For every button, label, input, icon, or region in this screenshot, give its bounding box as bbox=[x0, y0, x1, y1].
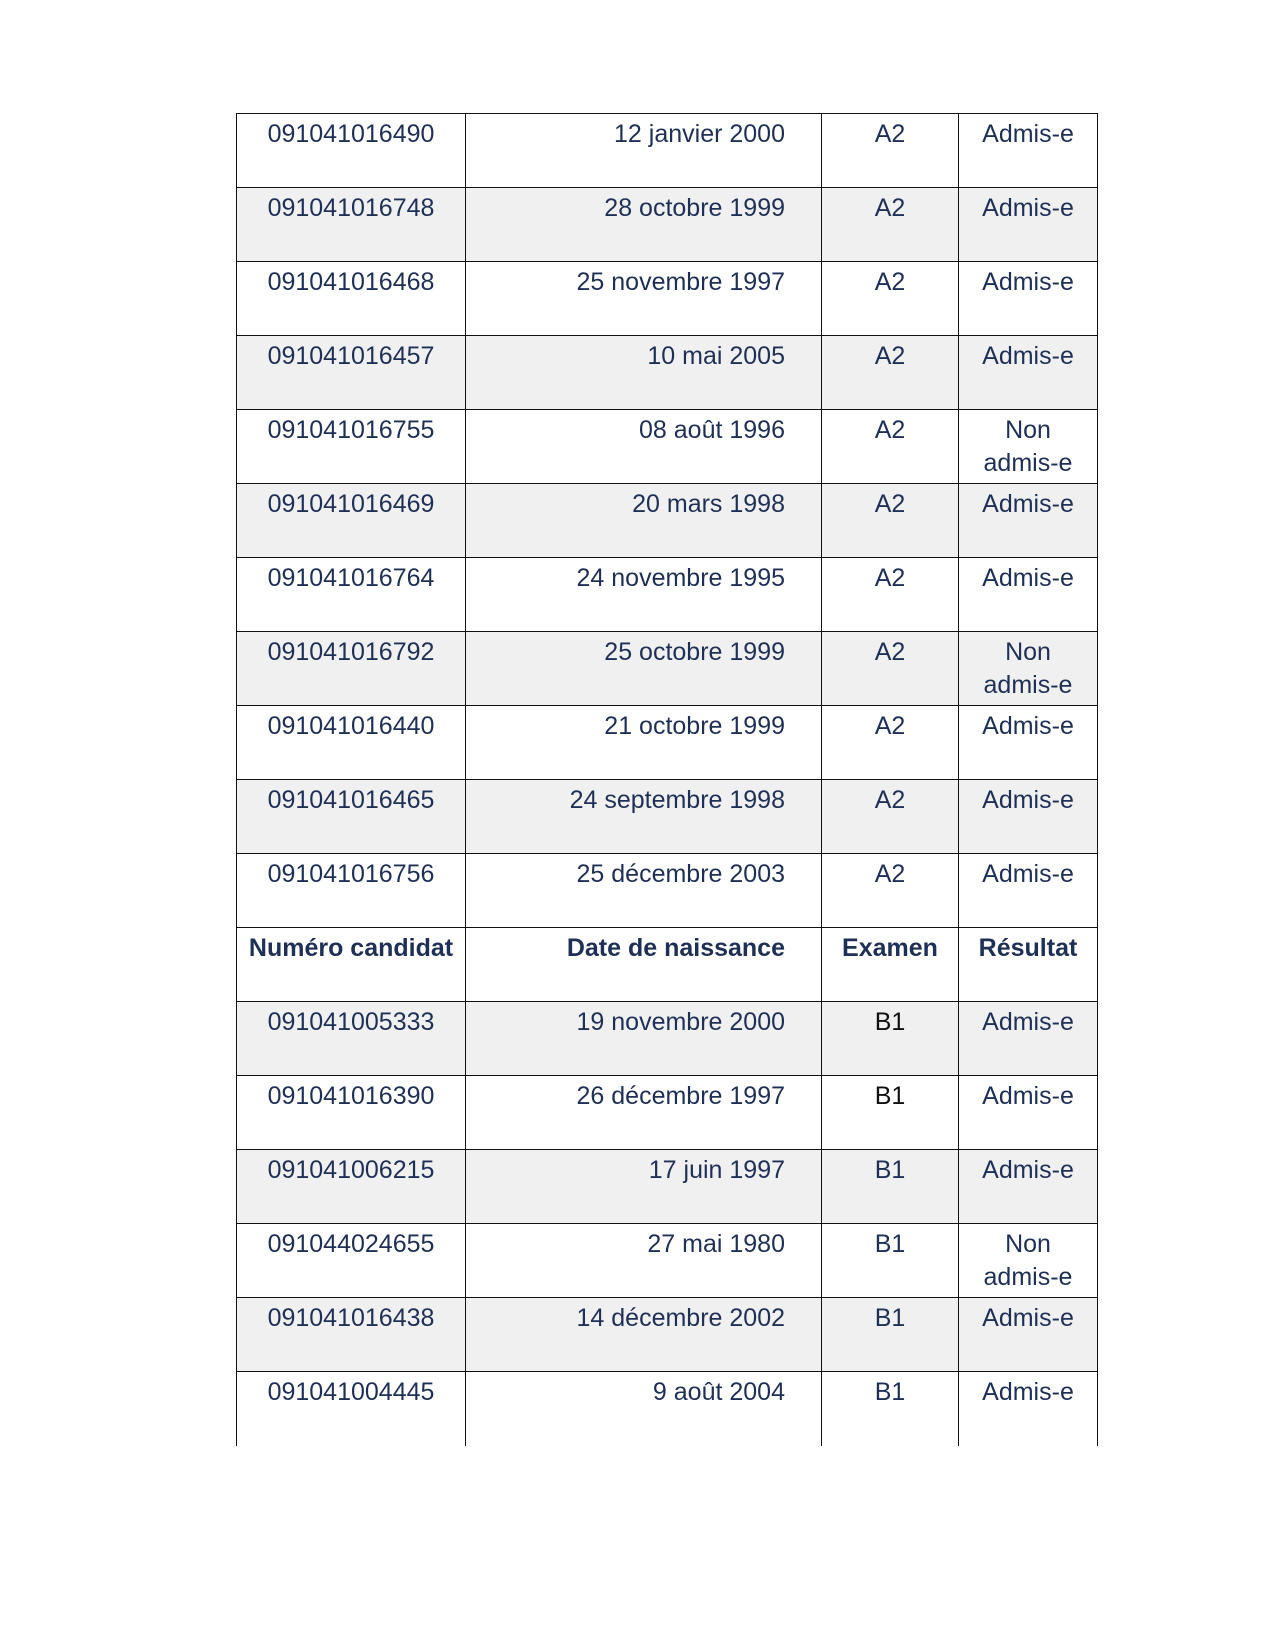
birth-date: 10 mai 2005 bbox=[466, 336, 822, 410]
candidate-number: 091041016748 bbox=[237, 188, 466, 262]
birth-date: 25 novembre 1997 bbox=[466, 262, 822, 336]
birth-date: 26 décembre 1997 bbox=[466, 1076, 822, 1150]
exam-level: B1 bbox=[822, 1076, 959, 1150]
birth-date: 12 janvier 2000 bbox=[466, 114, 822, 188]
result: Non admis-e bbox=[959, 410, 1098, 484]
exam-level: A2 bbox=[822, 854, 959, 928]
table-row bbox=[237, 1076, 1098, 1150]
candidate-number: 091041016440 bbox=[237, 706, 466, 780]
exam-level: A2 bbox=[822, 632, 959, 706]
table-row bbox=[237, 1372, 1098, 1446]
header-birth-date: Date de naissance bbox=[466, 928, 822, 1002]
exam-level: B1 bbox=[822, 1002, 959, 1076]
candidate-number: 091041004445 bbox=[237, 1372, 466, 1446]
header-candidate-number: Numéro candidat bbox=[237, 928, 466, 1002]
candidate-number: 091044024655 bbox=[237, 1224, 466, 1298]
candidate-number: 091041016438 bbox=[237, 1298, 466, 1372]
table-row bbox=[237, 1298, 1098, 1372]
result: Admis-e bbox=[959, 854, 1098, 928]
birth-date: 25 octobre 1999 bbox=[466, 632, 822, 706]
candidate-number: 091041016755 bbox=[237, 410, 466, 484]
table-row bbox=[237, 114, 1098, 188]
result: Admis-e bbox=[959, 336, 1098, 410]
exam-level: B1 bbox=[822, 1150, 959, 1224]
header-exam: Examen bbox=[822, 928, 959, 1002]
birth-date: 21 octobre 1999 bbox=[466, 706, 822, 780]
table-row bbox=[237, 1002, 1098, 1076]
exam-level: A2 bbox=[822, 558, 959, 632]
result: Admis-e bbox=[959, 1298, 1098, 1372]
birth-date: 9 août 2004 bbox=[466, 1372, 822, 1446]
exam-level: A2 bbox=[822, 780, 959, 854]
results-table bbox=[236, 113, 1098, 1446]
result: Non admis-e bbox=[959, 1224, 1098, 1298]
result: Admis-e bbox=[959, 114, 1098, 188]
result: Admis-e bbox=[959, 262, 1098, 336]
result: Admis-e bbox=[959, 1002, 1098, 1076]
candidate-number: 091041006215 bbox=[237, 1150, 466, 1224]
exam-level: A2 bbox=[822, 484, 959, 558]
exam-level: A2 bbox=[822, 188, 959, 262]
result: Admis-e bbox=[959, 188, 1098, 262]
candidate-number: 091041016465 bbox=[237, 780, 466, 854]
birth-date: 20 mars 1998 bbox=[466, 484, 822, 558]
result: Non admis-e bbox=[959, 632, 1098, 706]
birth-date: 17 juin 1997 bbox=[466, 1150, 822, 1224]
birth-date: 27 mai 1980 bbox=[466, 1224, 822, 1298]
birth-date: 28 octobre 1999 bbox=[466, 188, 822, 262]
candidate-number: 091041016457 bbox=[237, 336, 466, 410]
candidate-number: 091041016490 bbox=[237, 114, 466, 188]
header-result: Résultat bbox=[959, 928, 1098, 1002]
table-row bbox=[237, 780, 1098, 854]
table-row bbox=[237, 854, 1098, 928]
table-row bbox=[237, 188, 1098, 262]
table-row bbox=[237, 410, 1098, 484]
birth-date: 25 décembre 2003 bbox=[466, 854, 822, 928]
exam-level: A2 bbox=[822, 114, 959, 188]
table-header-row bbox=[237, 928, 1098, 1002]
exam-level: B1 bbox=[822, 1224, 959, 1298]
candidate-number: 091041005333 bbox=[237, 1002, 466, 1076]
candidate-number: 091041016764 bbox=[237, 558, 466, 632]
result: Admis-e bbox=[959, 706, 1098, 780]
birth-date: 08 août 1996 bbox=[466, 410, 822, 484]
result: Admis-e bbox=[959, 1076, 1098, 1150]
exam-level: A2 bbox=[822, 706, 959, 780]
birth-date: 14 décembre 2002 bbox=[466, 1298, 822, 1372]
table-row bbox=[237, 1224, 1098, 1298]
table-row bbox=[237, 706, 1098, 780]
birth-date: 24 septembre 1998 bbox=[466, 780, 822, 854]
candidate-number: 091041016390 bbox=[237, 1076, 466, 1150]
result: Admis-e bbox=[959, 484, 1098, 558]
candidate-number: 091041016469 bbox=[237, 484, 466, 558]
table-row bbox=[237, 1150, 1098, 1224]
table-row bbox=[237, 484, 1098, 558]
result: Admis-e bbox=[959, 1372, 1098, 1446]
table-row bbox=[237, 262, 1098, 336]
birth-date: 19 novembre 2000 bbox=[466, 1002, 822, 1076]
result: Admis-e bbox=[959, 558, 1098, 632]
exam-level: B1 bbox=[822, 1372, 959, 1446]
result: Admis-e bbox=[959, 780, 1098, 854]
birth-date: 24 novembre 1995 bbox=[466, 558, 822, 632]
result: Admis-e bbox=[959, 1150, 1098, 1224]
candidate-number: 091041016792 bbox=[237, 632, 466, 706]
exam-level: A2 bbox=[822, 410, 959, 484]
candidate-number: 091041016468 bbox=[237, 262, 466, 336]
table-row bbox=[237, 558, 1098, 632]
exam-level: A2 bbox=[822, 336, 959, 410]
table-row bbox=[237, 336, 1098, 410]
candidate-number: 091041016756 bbox=[237, 854, 466, 928]
table-row bbox=[237, 632, 1098, 706]
exam-level: A2 bbox=[822, 262, 959, 336]
exam-level: B1 bbox=[822, 1298, 959, 1372]
